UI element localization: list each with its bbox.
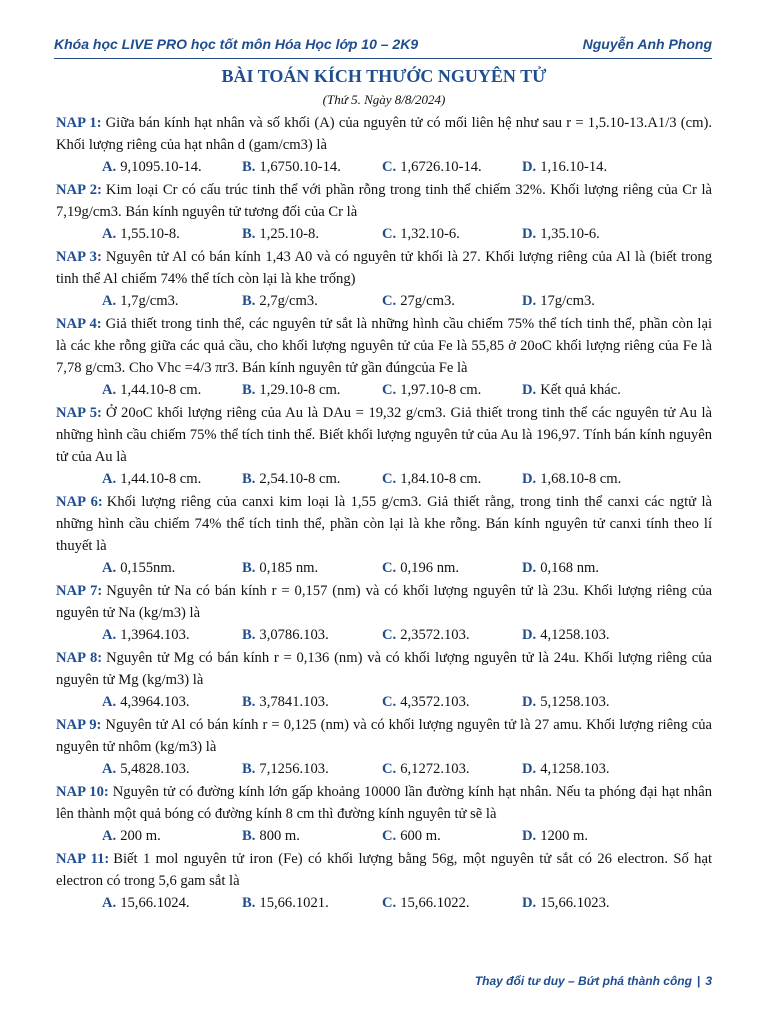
option-value: 4,3572.103. — [400, 694, 470, 710]
option-value: 1,44.10-8 cm. — [120, 382, 202, 398]
option-value: 1,35.10-6. — [540, 226, 600, 242]
option-value: 1,97.10-8 cm. — [400, 382, 482, 398]
answer-option — [102, 290, 242, 312]
option-value: 2,3572.103. — [400, 627, 470, 643]
footer-separator: | — [696, 974, 701, 988]
option-value: 3,0786.103. — [259, 627, 329, 643]
option-letter: A. — [102, 382, 117, 398]
answer-options — [56, 557, 712, 579]
option-value: 0,155nm. — [120, 560, 176, 576]
answer-options — [56, 892, 712, 914]
answer-option — [102, 892, 242, 914]
answer-option — [382, 223, 522, 245]
answer-option — [522, 825, 662, 847]
option-letter: C. — [382, 694, 397, 710]
question-label: NAP 2: — [56, 182, 102, 198]
option-letter: B. — [242, 694, 256, 710]
question-label: NAP 7: — [56, 583, 103, 599]
option-letter: B. — [242, 471, 256, 487]
option-letter: A. — [102, 159, 117, 175]
answer-option — [242, 691, 382, 713]
question-label: NAP 9: — [56, 717, 102, 733]
question-label: NAP 1: — [56, 115, 102, 131]
question-text: Nguyên tử Na có bán kính r = 0,157 (nm) và có khối lượng nguyên tử là 23u. Khối lượng riêng của nguyên tử Na (kg/m3) là — [56, 583, 712, 621]
answer-option — [102, 156, 242, 178]
option-value: 4,3964.103. — [120, 694, 190, 710]
option-value: 17g/cm3. — [540, 293, 595, 309]
option-letter: C. — [382, 560, 397, 576]
option-letter: C. — [382, 627, 397, 643]
question-label: NAP 3: — [56, 249, 102, 265]
answer-option — [242, 557, 382, 579]
option-value: 800 m. — [259, 828, 300, 844]
answer-option — [242, 379, 382, 401]
answer-option — [382, 825, 522, 847]
option-letter: C. — [382, 159, 397, 175]
option-letter: D. — [522, 159, 537, 175]
question-text: Kim loại Cr có cấu trúc tinh thể với phần rỗng trong tinh thể chiếm 32%. Khối lượng riêng của Cr là 7,19g/cm3. Bán kính nguyên tử tương đối của Cr là — [56, 182, 712, 220]
option-letter: C. — [382, 828, 397, 844]
answer-options — [56, 468, 712, 490]
answer-option — [382, 758, 522, 780]
option-letter: B. — [242, 895, 256, 911]
option-letter: A. — [102, 226, 117, 242]
answer-options — [56, 691, 712, 713]
answer-option — [242, 290, 382, 312]
question — [56, 647, 712, 691]
option-letter: B. — [242, 627, 256, 643]
answer-option — [242, 825, 382, 847]
option-value: 27g/cm3. — [400, 293, 455, 309]
answer-options — [56, 290, 712, 312]
option-value: 1,84.10-8 cm. — [400, 471, 482, 487]
answer-option — [242, 892, 382, 914]
option-letter: D. — [522, 828, 537, 844]
answer-options — [56, 379, 712, 401]
question-text: Giữa bán kính hạt nhân và số khối (A) của nguyên tử có mối liên hệ như sau r = 1,5.10-13.A1/3 (cm). Khối lượng riêng của hạt nhân d (gam/cm3) là — [56, 115, 712, 153]
option-value: 1,25.10-8. — [259, 226, 319, 242]
question-text: Nguyên tử Al có bán kính r = 0,125 (nm) và có khối lượng nguyên tử là 27 amu. Khối lượng riêng của nguyên tử nhôm (kg/m3) là — [56, 717, 712, 755]
option-letter: A. — [102, 293, 117, 309]
answer-option — [522, 758, 662, 780]
option-value: 5,4828.103. — [120, 761, 190, 777]
option-letter: B. — [242, 293, 256, 309]
page-header — [54, 36, 712, 59]
question-label: NAP 10: — [56, 784, 109, 800]
option-letter: B. — [242, 159, 256, 175]
answer-option — [242, 624, 382, 646]
option-letter: C. — [382, 471, 397, 487]
answer-option — [382, 379, 522, 401]
option-letter: A. — [102, 895, 117, 911]
option-value: 15,66.1024. — [120, 895, 190, 911]
option-letter: D. — [522, 627, 537, 643]
footer-slogan: Thay đổi tư duy – Bứt phá thành công — [474, 974, 692, 988]
answer-options — [56, 825, 712, 847]
question — [56, 781, 712, 825]
option-value: 5,1258.103. — [540, 694, 610, 710]
option-letter: A. — [102, 471, 117, 487]
option-letter: D. — [522, 895, 537, 911]
option-letter: B. — [242, 226, 256, 242]
answer-option — [522, 691, 662, 713]
question — [56, 491, 712, 557]
question-label: NAP 8: — [56, 650, 103, 666]
option-letter: D. — [522, 293, 537, 309]
option-value: 15,66.1022. — [400, 895, 470, 911]
question — [56, 402, 712, 468]
option-value: 0,168 nm. — [540, 560, 599, 576]
option-letter: C. — [382, 293, 397, 309]
answer-option — [382, 468, 522, 490]
option-value: 3,7841.103. — [259, 694, 329, 710]
answer-option — [522, 379, 662, 401]
author-name: Nguyễn Anh Phong — [582, 36, 712, 52]
answer-option — [382, 557, 522, 579]
option-value: 600 m. — [400, 828, 441, 844]
question — [56, 179, 712, 223]
option-letter: D. — [522, 694, 537, 710]
answer-option — [522, 624, 662, 646]
option-letter: A. — [102, 627, 117, 643]
answer-option — [522, 557, 662, 579]
option-letter: A. — [102, 761, 117, 777]
question-label: NAP 11: — [56, 851, 110, 867]
answer-option — [242, 758, 382, 780]
question-text: Ở 20oC khối lượng riêng của Au là DAu = 19,32 g/cm3. Giả thiết trong tinh thể các nguyên tử Au là những hình cầu chiếm 75% thể tích tinh thể. Biết khối lượng nguyên tử của Au là 196,97. Tính bán kính nguyên tử của Au là — [56, 405, 712, 465]
option-value: Kết quả khác. — [540, 382, 621, 398]
answer-options — [56, 624, 712, 646]
answer-option — [522, 892, 662, 914]
answer-option — [102, 825, 242, 847]
option-value: 200 m. — [120, 828, 161, 844]
answer-option — [102, 691, 242, 713]
option-letter: C. — [382, 895, 397, 911]
option-value: 2,54.10-8 cm. — [259, 471, 341, 487]
answer-options — [56, 758, 712, 780]
question-list — [56, 112, 712, 915]
answer-option — [242, 223, 382, 245]
answer-option — [522, 156, 662, 178]
option-value: 1,44.10-8 cm. — [120, 471, 202, 487]
question — [56, 580, 712, 624]
option-letter: D. — [522, 382, 537, 398]
option-value: 15,66.1021. — [259, 895, 329, 911]
answer-option — [102, 624, 242, 646]
document-date: (Thứ 5. Ngày 8/8/2024) — [322, 92, 446, 107]
question-text: Khối lượng riêng của canxi kim loại là 1,55 g/cm3. Giả thiết rằng, trong tinh thể canxi các ngtử là những hình cầu chiếm 74% thể tích tinh thể, phần còn lại là khe rỗng. Bán kính nguyên tử canxi tính theo lí thuyết là — [56, 494, 712, 554]
answer-option — [382, 624, 522, 646]
question — [56, 848, 712, 892]
answer-option — [102, 758, 242, 780]
option-letter: D. — [522, 761, 537, 777]
page-number: 3 — [705, 974, 712, 988]
answer-options — [56, 223, 712, 245]
option-value: 15,66.1023. — [540, 895, 610, 911]
answer-option — [382, 691, 522, 713]
option-value: 1,6726.10-14. — [400, 159, 482, 175]
question — [56, 714, 712, 758]
document-title: BÀI TOÁN KÍCH THƯỚC NGUYÊN TỬ — [221, 66, 547, 86]
option-value: 4,1258.103. — [540, 627, 610, 643]
answer-option — [382, 290, 522, 312]
option-value: 1,55.10-8. — [120, 226, 180, 242]
option-value: 4,1258.103. — [540, 761, 610, 777]
option-letter: D. — [522, 226, 537, 242]
option-letter: D. — [522, 560, 537, 576]
option-value: 1,16.10-14. — [540, 159, 608, 175]
question — [56, 112, 712, 156]
option-value: 0,185 nm. — [259, 560, 319, 576]
page-footer — [475, 974, 712, 988]
question — [56, 246, 712, 290]
option-letter: C. — [382, 382, 397, 398]
option-value: 7,1256.103. — [259, 761, 329, 777]
option-letter: B. — [242, 382, 256, 398]
question-text: Nguyên tử Mg có bán kính r = 0,136 (nm) và có khối lượng nguyên tử là 24u. Khối lượng riêng của nguyên tử Mg (kg/m3) là — [56, 650, 712, 688]
option-value: 1,7g/cm3. — [120, 293, 179, 309]
answer-option — [382, 892, 522, 914]
answer-option — [242, 156, 382, 178]
answer-option — [102, 223, 242, 245]
option-value: 2,7g/cm3. — [259, 293, 318, 309]
question-text: Nguyên tử Al có bán kính 1,43 A0 và có nguyên tử khối là 27. Khối lượng riêng của Al là (biết trong tinh thể Al chiếm 74% thể tích còn lại là khe trống) — [56, 249, 712, 287]
option-letter: B. — [242, 761, 256, 777]
answer-option — [522, 468, 662, 490]
option-value: 1,3964.103. — [120, 627, 190, 643]
answer-option — [522, 223, 662, 245]
option-letter: D. — [522, 471, 537, 487]
answer-option — [102, 557, 242, 579]
question-label: NAP 5: — [56, 405, 102, 421]
answer-option — [242, 468, 382, 490]
question-label: NAP 4: — [56, 316, 102, 332]
option-letter: A. — [102, 560, 117, 576]
option-letter: B. — [242, 828, 256, 844]
option-value: 6,1272.103. — [400, 761, 470, 777]
question — [56, 313, 712, 379]
question-text: Giả thiết trong tinh thể, các nguyên tử sắt là những hình cầu chiếm 75% thể tích tinh thể, phần còn lại là các khe rỗng giữa các quả cầu, cho khối lượng nguyên tử của Fe là 55,85 ở 20oC khối lượng riêng của Fe là 7,78 g/cm3. Cho Vhc =4/3 πr3. Bán kính nguyên tử gần đúngcủa Fe là — [56, 316, 712, 376]
option-letter: C. — [382, 226, 397, 242]
answer-option — [522, 290, 662, 312]
option-value: 1,29.10-8 cm. — [259, 382, 341, 398]
question-text: Biết 1 mol nguyên tử iron (Fe) có khối lượng bằng 56g, một nguyên tử sắt có 26 electron. Số hạt electron có trong 5,6 gam sắt là — [56, 851, 712, 889]
question-text: Nguyên tử có đường kính lớn gấp khoảng 10000 lần đường kính hạt nhân. Nếu ta phóng đại hạt nhân lên thành một quả bóng có đường kính 8 cm thì đường kính nguyên tử sẽ là — [56, 784, 712, 822]
answer-options — [56, 156, 712, 178]
option-value: 1200 m. — [540, 828, 589, 844]
option-letter: A. — [102, 828, 117, 844]
answer-option — [102, 379, 242, 401]
question-label: NAP 6: — [56, 494, 103, 510]
option-value: 0,196 nm. — [400, 560, 459, 576]
option-letter: A. — [102, 694, 117, 710]
option-letter: B. — [242, 560, 256, 576]
answer-option — [102, 468, 242, 490]
option-value: 1,6750.10-14. — [259, 159, 341, 175]
answer-option — [382, 156, 522, 178]
option-value: 9,1095.10-14. — [120, 159, 202, 175]
option-value: 1,32.10-6. — [400, 226, 460, 242]
course-title: Khóa học LIVE PRO học tốt môn Hóa Học lớp 10 – 2K9 — [54, 36, 419, 52]
option-letter: C. — [382, 761, 397, 777]
option-value: 1,68.10-8 cm. — [540, 471, 622, 487]
